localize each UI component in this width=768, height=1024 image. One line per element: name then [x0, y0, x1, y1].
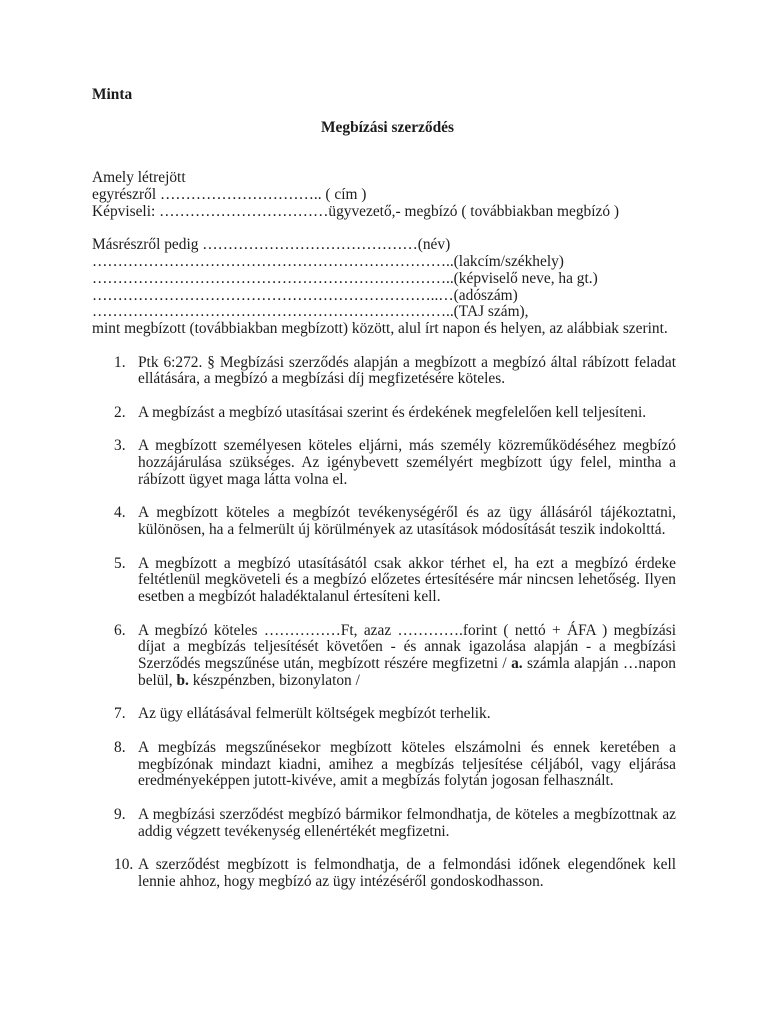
- clause-number: 9.: [114, 805, 126, 823]
- clause-line: rábízott ügyet maga látta volna el.: [138, 470, 348, 488]
- clause-line: [138, 673, 676, 690]
- address-line: ……………………………………………………………..(lakcím/székhely): [92, 253, 564, 271]
- clause-line: A megbízó köteles ……………Ft, azaz ………….forint ( nettó + ÁFA ) megbízási: [138, 621, 676, 639]
- clause-body: [138, 807, 676, 841]
- clause-line: feltétlenül megköveteli és a megbízó előzetes értesítésére már nincsen lehetőség. Ilyen: [138, 571, 676, 589]
- option-marker-a: a.: [511, 655, 523, 673]
- clause-body: [138, 623, 676, 690]
- clause-line: A megbízott köteles a megbízót tevékenységéről és az ügy állásáról tájékoztatni,: [138, 504, 676, 522]
- clause-number: 4.: [114, 504, 126, 522]
- clause-line: Ptk 6:272. § Megbízási szerződés alapján a megbízott a megbízó által rábízott feladat: [138, 353, 676, 371]
- clause-line: Az ügy ellátásával felmerült költségek megbízót terhelik.: [138, 705, 491, 723]
- tax-number-line: …………………………………………………………..…(adószám): [92, 286, 518, 304]
- clause-10: [92, 857, 676, 891]
- clause-line: esetben a megbízót haladéktalanul értesíteni kell.: [138, 588, 441, 606]
- option-marker-b: b.: [176, 671, 189, 689]
- clause-number: 6.: [114, 621, 126, 639]
- clause-9: [92, 807, 676, 841]
- clause-number: 10.: [114, 856, 134, 874]
- clause-text: készpénzben, bizonylaton /: [188, 671, 360, 689]
- clause-5: [92, 556, 676, 606]
- clause-body: [138, 556, 676, 606]
- clause-body: [138, 355, 676, 389]
- clause-line: hozzájárulása szükséges. Az igénybevett személyért megbízott úgy felel, mintha a: [138, 454, 676, 472]
- clause-line: A megbízott személyesen köteles eljárni, más személy közreműködéséhez megbízó: [138, 437, 676, 455]
- clause-number: 3.: [114, 437, 126, 455]
- clause-line: lennie ahhoz, hogy megbízó az ügy intézéséről gondoskodhasson.: [138, 872, 544, 890]
- clause-line: A megbízást a megbízó utasításai szerint és érdekének megfelelően kell teljesíteni.: [138, 403, 647, 421]
- sample-label: Minta: [92, 85, 133, 103]
- clause-2: [92, 405, 676, 422]
- clause-text: Szerződés megszűnése után, megbízott részére megfizetni /: [138, 655, 512, 673]
- clause-body: [138, 857, 676, 891]
- intro-line: Amely létrejött: [92, 169, 186, 187]
- clause-line: megbízónak mindazt kiadni, amihez a megbízás teljesítése céljából, vagy eljárása: [138, 755, 676, 773]
- contract-document: [92, 87, 676, 891]
- parties-closing-line: mint megbízott (továbbiakban megbízott) között, alul írt napon és helyen, az alábbiak szerint.: [92, 320, 668, 338]
- clause-number: 5.: [114, 554, 126, 572]
- clause-3: [92, 438, 676, 488]
- clause-body: [138, 438, 676, 488]
- clause-6: [92, 623, 676, 690]
- clause-line: ellátására, a megbízó a megbízási díj megfizetésére köteles.: [138, 370, 506, 388]
- clause-line: díjat a megbízás teljesítését követően - és annak igazolása alapján - a megbízási: [138, 638, 676, 656]
- first-party-line: egyrészről ………………………….. ( cím ): [92, 186, 367, 204]
- clause-text: belül,: [138, 671, 177, 689]
- clause-line: A megbízás megszűnésekor megbízott köteles elszámolni és ennek keretében a: [138, 738, 676, 756]
- clause-line: A szerződést megbízott is felmondhatja, de a felmondási időnek elegendőnek kell: [138, 856, 676, 874]
- clause-line: eredményeképpen jutott-kivéve, amit a megbízás folytán jogosan felhasznált.: [138, 772, 614, 790]
- clause-body: [138, 505, 676, 539]
- representative-name-line: ……………………………………………………………..(képviselő neve, ha gt.): [92, 269, 598, 287]
- clause-body: [138, 405, 676, 422]
- clause-8: [92, 740, 676, 790]
- clause-number: 7.: [114, 705, 126, 723]
- second-party-line: Másrészről pedig ……………………………………(név): [92, 236, 451, 254]
- clause-4: [92, 505, 676, 539]
- clause-body: [138, 706, 676, 723]
- taj-number-line: ……………………………………………………………..(TAJ szám),: [92, 303, 529, 321]
- clause-number: 1.: [114, 353, 126, 371]
- clause-line: addig végzett tevékenység ellenértékét megfizetni.: [138, 822, 450, 840]
- clause-line: [138, 656, 676, 673]
- clause-1: [92, 355, 676, 389]
- clause-7: [92, 706, 676, 723]
- representative-line: Képviseli: ……………………………ügyvezető,- megbízó ( továbbiakban megbízó ): [92, 202, 620, 220]
- clause-text: számla alapján …napon: [522, 655, 676, 673]
- clause-number: 2.: [114, 403, 126, 421]
- clause-line: különösen, ha a felmerült új körülmények az utasítások módosítását teszik indokolttá.: [138, 521, 666, 539]
- clause-body: [138, 740, 676, 790]
- clause-number: 8.: [114, 738, 126, 756]
- clause-line: A megbízott a megbízó utasításától csak akkor térhet el, ha ezt a megbízó érdeke: [138, 554, 676, 572]
- clause-line: A megbízási szerződést megbízó bármikor felmondhatja, de köteles a megbízottnak az: [138, 805, 676, 823]
- document-title: Megbízási szerződés: [321, 119, 454, 137]
